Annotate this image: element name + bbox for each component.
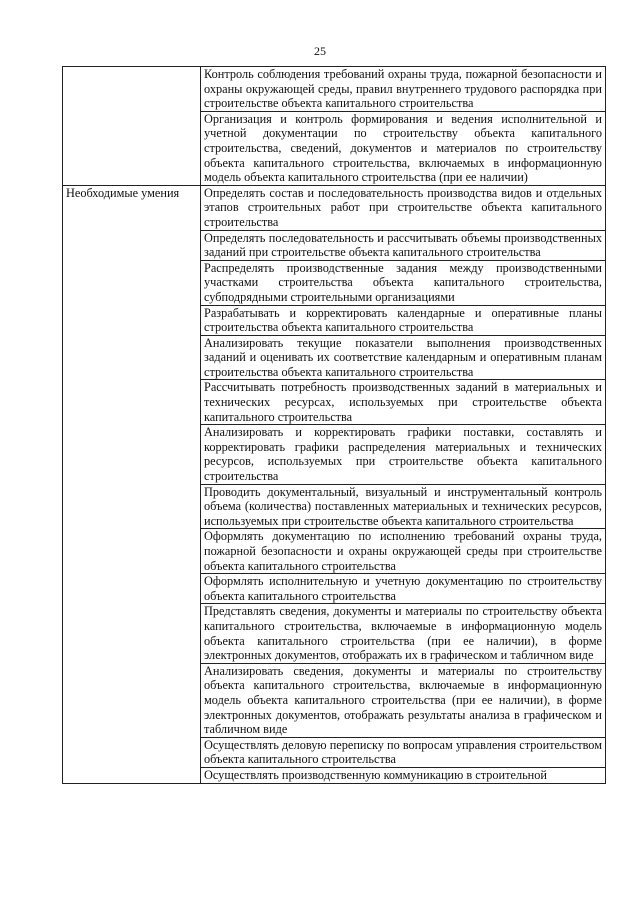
skill-cell: Анализировать сведения, документы и материалы по строительству объекта капитального строительства, включаемые в информационную модель объекта капитального строительства (при ее наличии), в форме электронных документов, отображать результаты анализа в графическом и табличном виде: [201, 663, 606, 737]
skill-cell: Оформлять документацию по исполнению требований охраны труда, пожарной безопасности и охраны окружающей среды при строительстве объекта капитального строительства: [201, 529, 606, 574]
text-cell: Контроль соблюдения требований охраны труда, пожарной безопасности и охраны окружающей среды, правил внутреннего трудового распорядка при строительстве объекта капитального строительства: [201, 67, 606, 112]
page-number: 25: [314, 44, 326, 58]
skill-cell: Представлять сведения, документы и материалы по строительству объекта капитального строительства, включаемые в информационную модель объекта капитального строительства (при ее наличии), в форме электронных документов, отображать их в графическом и табличном виде: [201, 604, 606, 663]
skill-cell: Определять состав и последовательность производства видов и отдельных этапов строительных работ при строительстве объекта капитального строительства: [201, 185, 606, 230]
text-cell: Организация и контроль формирования и ведения исполнительной и учетной документации по строительству объекта капитального строительства, сведений, документов и материалов по строительству объекта капитального строительства, включаемых в информационную модель объекта капитального строительства (при ее наличии): [201, 111, 606, 185]
skill-cell: Рассчитывать потребность производственных заданий в материальных и технических ресурсах, используемых при строительстве объекта капитального строительства: [201, 380, 606, 425]
skill-cell: Анализировать текущие показатели выполнения производственных заданий и оценивать их соответствие календарным и оперативным планам строительства объекта капитального строительства: [201, 335, 606, 380]
skill-cell: Разрабатывать и корректировать календарные и оперативные планы строительства объекта капитального строительства: [201, 305, 606, 335]
skill-cell: Осуществлять деловую переписку по вопросам управления строительством объекта капитального строительства: [201, 737, 606, 767]
table-row: [63, 67, 606, 112]
skill-cell: Анализировать и корректировать графики поставки, составлять и корректировать графики распределения материальных и технических ресурсов, используемых при строительстве объекта капитального строительства: [201, 425, 606, 484]
label-cell: [63, 67, 201, 186]
requirements-table: [62, 66, 606, 784]
skill-cell: Определять последовательность и рассчитывать объемы производственных заданий при строительстве объекта капитального строительства: [201, 230, 606, 260]
table-row: [63, 185, 606, 230]
skills-label-cell: Необходимые умения: [63, 185, 201, 783]
skill-cell: Проводить документальный, визуальный и инструментальный контроль объема (количества) поставленных материальных и технических ресурсов, используемых при строительстве объекта капитального строительства: [201, 484, 606, 529]
skill-cell: Распределять производственные задания между производственными участками строительства объекта капитального строительства, субподрядными строительными организациями: [201, 260, 606, 305]
skill-cell: Осуществлять производственную коммуникацию в строительной: [201, 767, 606, 783]
skill-cell: Оформлять исполнительную и учетную документацию по строительству объекта капитального строительства: [201, 574, 606, 604]
